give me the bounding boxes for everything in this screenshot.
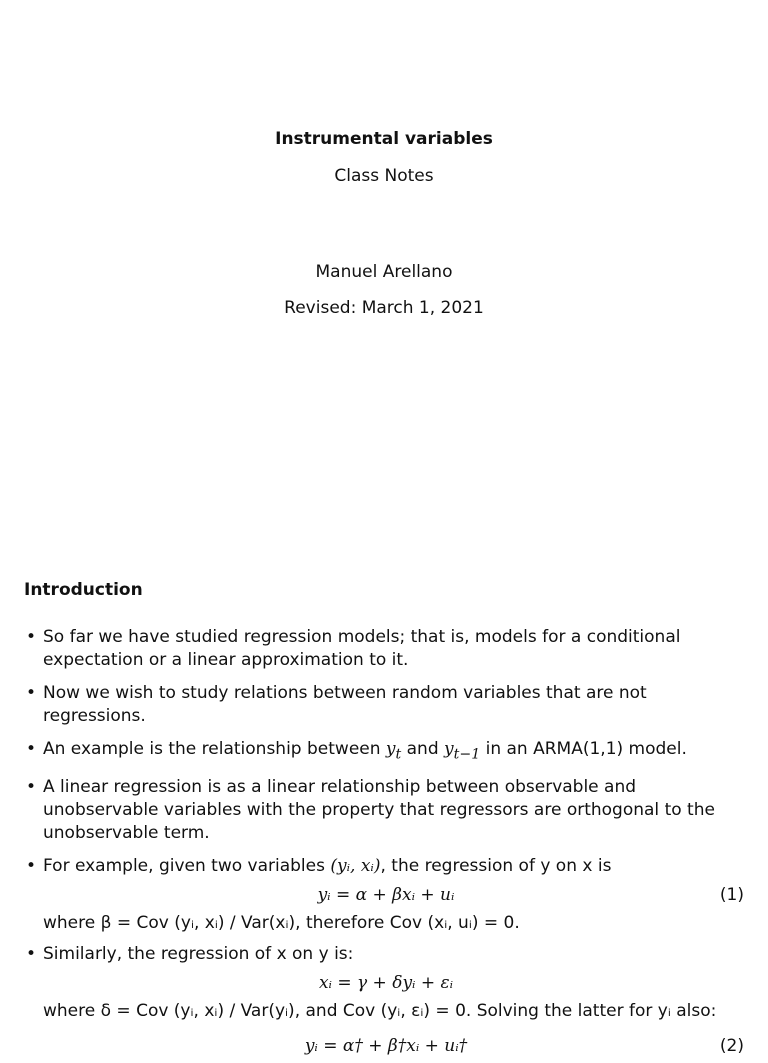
bullet-list [24, 626, 748, 1063]
equation-number: (2) [719, 1036, 744, 1057]
math-subscript: t [395, 746, 402, 763]
list-item-text: Now we wish to study relations between random variables that are not regressions. [43, 683, 647, 726]
section-heading: Introduction [24, 580, 143, 600]
math-subscript: t−1 [453, 746, 481, 763]
bullet-icon: • [26, 777, 37, 798]
equation: yᵢ = α† + β†xᵢ + uᵢ† [304, 1036, 468, 1057]
list-item [24, 738, 748, 766]
bullet-icon: • [26, 739, 37, 759]
list-item [24, 855, 748, 878]
author-name: Manuel Arellano [315, 262, 453, 282]
math-variable: y [385, 739, 396, 759]
list-item-text: An example is the relationship between [43, 739, 386, 759]
bullet-icon: • [26, 944, 37, 965]
math-variable: y [444, 739, 454, 759]
list-item [24, 626, 748, 672]
equation-number: (1) [719, 885, 744, 906]
document-subtitle: Class Notes [334, 166, 434, 186]
list-item [24, 943, 748, 966]
list-item [24, 682, 748, 728]
document-title: Instrumental variables [275, 129, 493, 149]
revision-date: Revised: March 1, 2021 [284, 298, 484, 318]
list-item-text: Similarly, the regression of x on y is: [43, 944, 354, 965]
equation: xᵢ = γ + δyᵢ + εᵢ [318, 973, 454, 994]
equation-row [24, 968, 748, 998]
equation-note: where δ = Cov (yᵢ, xᵢ) / Var(yᵢ), and Cov (yᵢ, εᵢ) = 0. Solving the latter for yᵢ also: [43, 1001, 717, 1022]
bullet-icon: • [26, 856, 37, 877]
equation-row [24, 880, 748, 910]
list-item-text: and [401, 739, 445, 759]
bullet-icon: • [26, 683, 37, 703]
math-variables: (yᵢ, xᵢ) [330, 856, 381, 877]
list-item-text: For example, given two variables [43, 856, 331, 877]
bullet-icon: • [26, 627, 37, 647]
equation: yᵢ = α + βxᵢ + uᵢ [317, 885, 455, 906]
list-item [24, 776, 748, 845]
equation-note: where β = Cov (yᵢ, xᵢ) / Var(xᵢ), therefore Cov (xᵢ, uᵢ) = 0. [43, 913, 520, 934]
list-item-text: So far we have studied regression models; that is, models for a conditional expectation or a linear approximation to it. [43, 627, 681, 670]
list-item-text: in an ARMA(1,1) model. [480, 739, 687, 759]
equation-row [24, 1031, 748, 1061]
list-item-text: A linear regression is as a linear relationship between observable and unobservable variables with the property that regressors are orthogonal to the unobservable term. [43, 777, 715, 844]
list-item-text: , the regression of y on x is [380, 856, 612, 877]
